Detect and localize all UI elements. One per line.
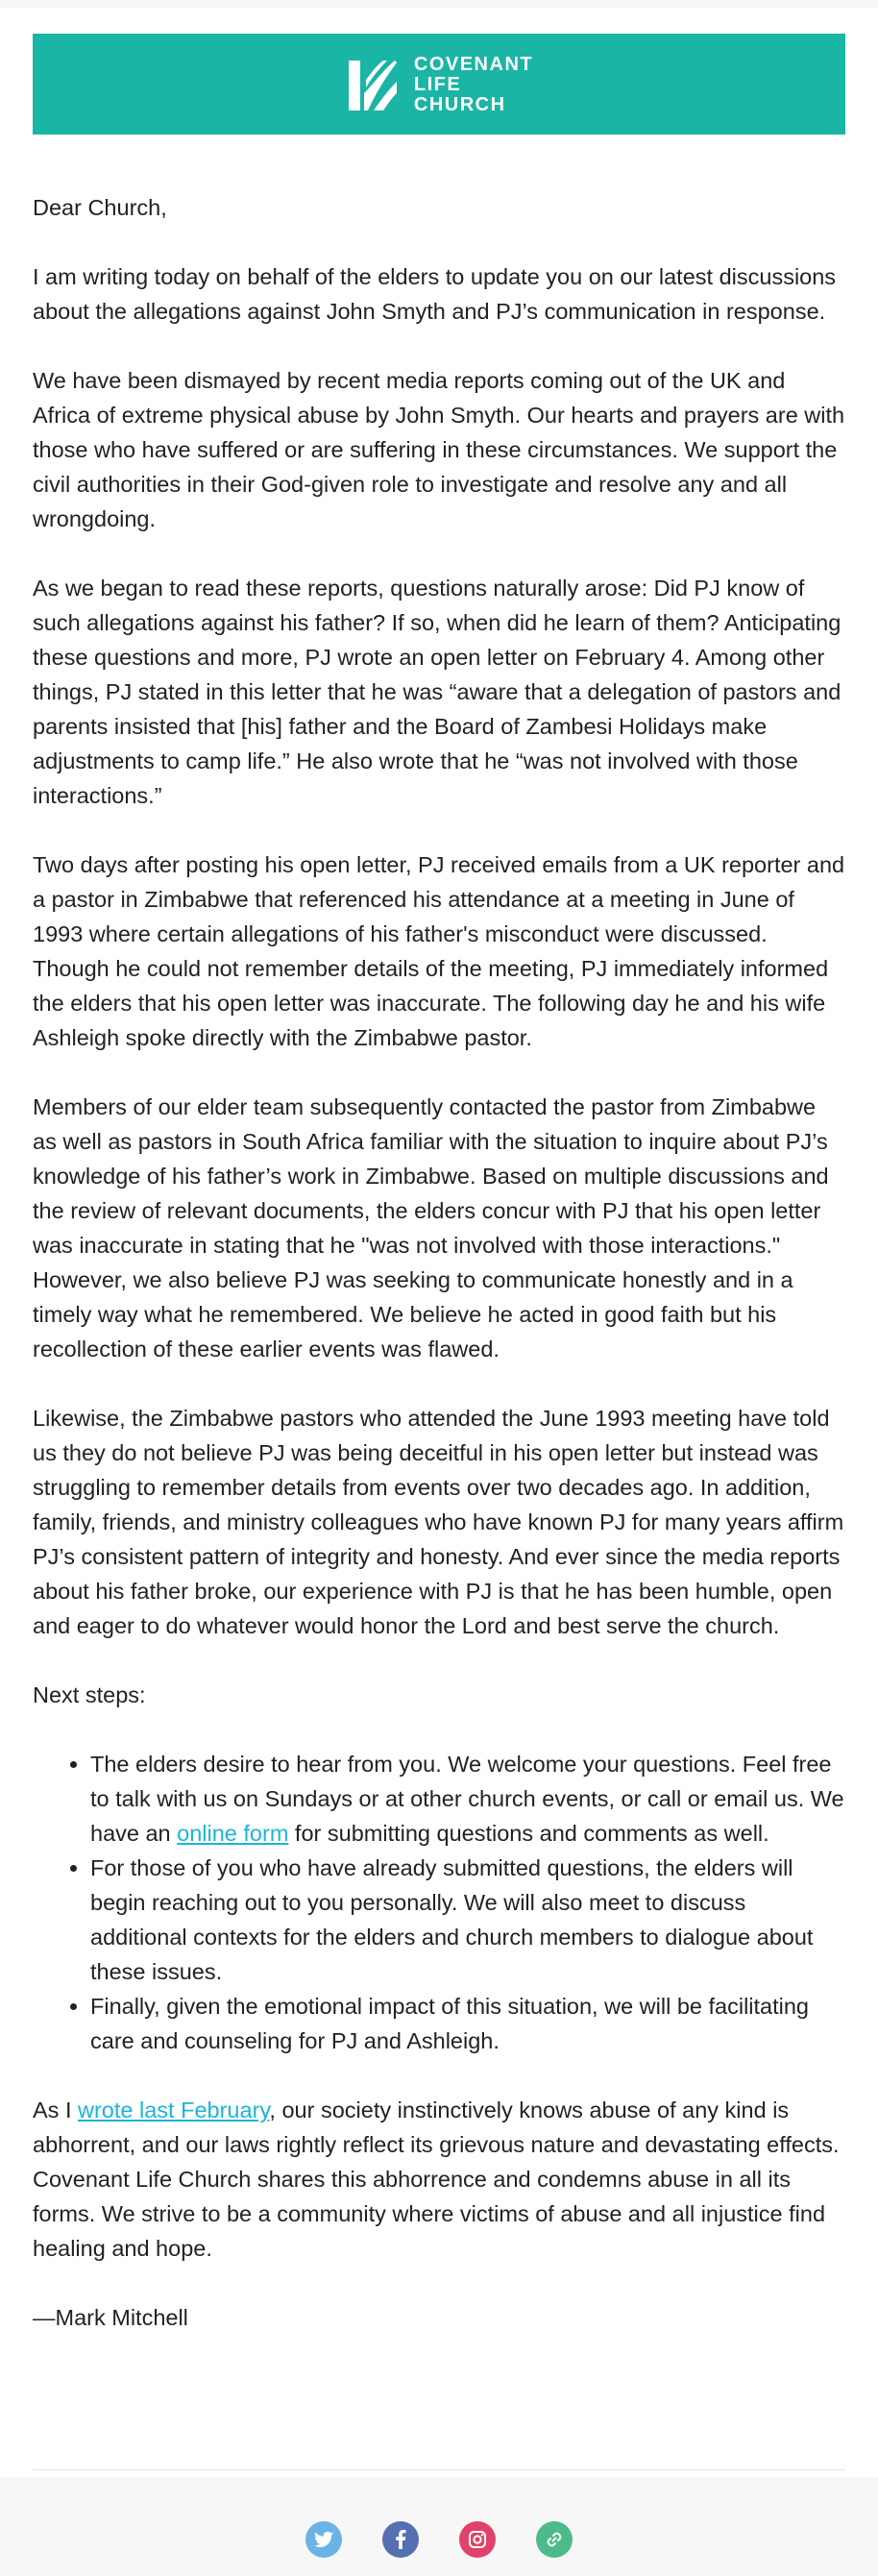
signature: —Mark Mitchell [33,2305,188,2330]
email-body [0,8,878,2477]
logo-line-3: CHURCH [413,93,506,115]
footer-divider [33,2469,845,2470]
letter-content [33,190,845,2369]
paragraph-intro: I am writing today on behalf of the elders to update you on our latest discussions about the allegations against John Smyth and PJ’s communication in response. [33,264,837,324]
paragraph-media-reports: We have been dismayed by recent media reports coming out of the UK and Africa of extreme physical abuse by John Smyth. Our hearts and prayers are with those who have suffered or are suffering in these circumstances. We support the civil authorities in their God-given role to investigate and resolve any and all wrongdoing. [33,368,845,531]
list-item [90,1747,845,1851]
logo-line-2: LIFE [413,73,462,95]
facebook-icon[interactable] [382,2521,419,2558]
facebook-f-icon [395,2530,406,2549]
instagram-icon[interactable] [459,2521,496,2558]
online-form-link[interactable]: online form [177,1821,289,1846]
paragraph-elder-team: Members of our elder team subsequently contacted the pastor from Zimbabwe as well as pastors in South Africa familiar with the situation to inquire about PJ’s knowledge of his father’s work in Zimbabwe. Based on multiple discussions and the review of relevant documents, the elders concur with PJ that his open letter was inaccurate in stating that he "was not involved with those interactions." However, we also believe PJ was seeking to communicate honestly and in a timely way what he remembered. We believe he acted in good faith but his recollection of these earlier events was flawed. [33,1094,829,1362]
closing-text: As I [33,2098,79,2122]
paragraph-open-letter: As we began to read these reports, questions naturally arose: Did PJ know of such allegations against his father? If so, when did he learn of them? Anticipating these questions and more, PJ wrote an open letter on February 4. Among other things, PJ stated in this letter that he was “aware that a delegation of pastors and parents insisted that [his] father and the Board of Zambesi Holidays make adjustments to camp life.” He also wrote that he “was not involved with those interactions.” [33,576,841,808]
instagram-camera-icon [468,2530,487,2549]
list-item: • For those of you who have already submitted questions, the elders will begin reaching out to you personally. We will also meet to discuss additional contexts for the elders and church members to dialogue about these issues. [90,1851,845,1989]
church-logo-text [414,54,533,115]
paragraph-emails: Two days after posting his open letter, PJ received emails from a UK reporter and a pastor in Zimbabwe that referenced his attendance at a meeting in June of 1993 where certain allegations of his father's misconduct were discussed. Though he could not remember details of the meeting, PJ immediately informed the elders that his open letter was inaccurate. The following day he and his wife Ashleigh spoke directly with the Zimbabwe pastor. [33,852,845,1050]
chain-link-icon [545,2530,564,2549]
paragraph-closing [33,2093,845,2266]
twitter-icon[interactable] [305,2521,342,2558]
link-icon[interactable] [536,2521,573,2558]
list-item: • Finally, given the emotional impact of this situation, we will be facilitating care and counseling for PJ and Ashleigh. [90,1989,845,2058]
next-steps-heading: Next steps: [33,1682,146,1707]
twitter-bird-icon [314,2531,333,2548]
greeting: Dear Church, [33,195,167,220]
paragraph-zimbabwe-pastors: Likewise, the Zimbabwe pastors who attended the June 1993 meeting have told us they do not believe PJ was being deceitful in his open letter but instead was struggling to remember details from events over two decades ago. In addition, family, friends, and ministry colleagues who have known PJ for many years affirm PJ’s consistent pattern of integrity and honesty. And ever since the media reports about his father broke, our experience with PJ is that he has been humble, open and eager to do whatever would honor the Lord and best serve the church. [33,1406,844,1638]
bullet-1-text-end: for submitting questions and comments as well. [288,1821,769,1846]
logo-line-1: COVENANT [413,53,534,75]
closing-text-end: , our society instinctively knows abuse of any kind is abhorrent, and our laws rightly reflect its grievous nature and devastating effects. Covenant Life Church shares this abhorrence and condemns abuse in all its forms. We strive to be a community where victims of abuse and all injustice find healing and hope. [33,2098,840,2261]
wrote-last-february-link[interactable]: wrote last February [78,2098,270,2122]
social-links [0,2521,878,2558]
church-logo-icon [345,55,401,114]
church-logo[interactable] [345,54,533,115]
bullet-1-text: The elders desire to hear from you. We welcome your questions. Feel free to talk with us on Sundays or at other church events, or call or email us. We have an [90,1752,844,1846]
next-steps-list [33,1747,845,2058]
header-banner [33,34,845,135]
